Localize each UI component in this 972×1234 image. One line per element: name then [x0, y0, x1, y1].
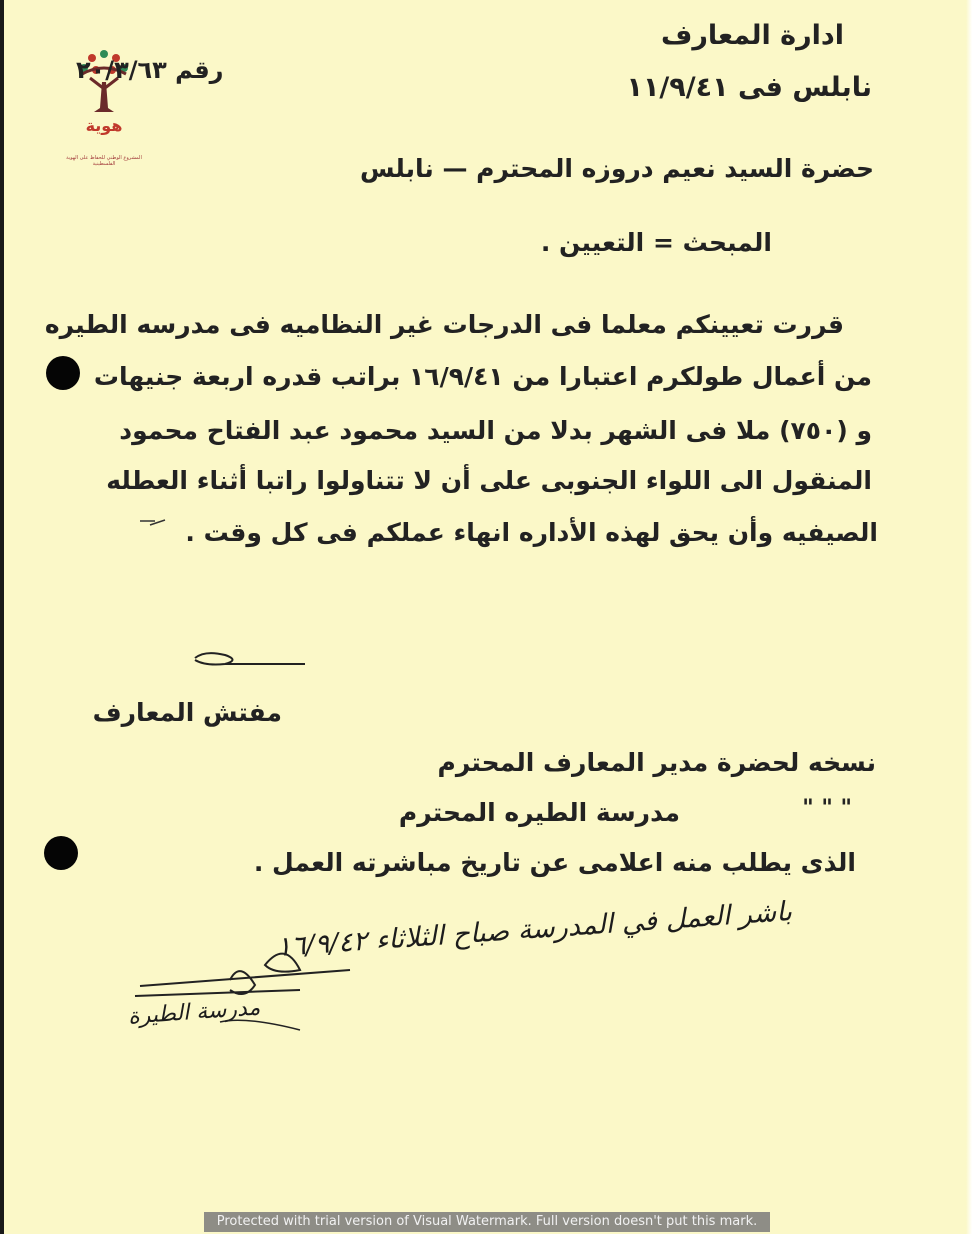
signatory-title: مفتش المعارف [92, 698, 282, 727]
logo-subtitle: المشروع الوطني للحفاظ على الهوية الفلسطينية [66, 155, 142, 167]
watermark-text: Protected with trial version of Visual Watermark. Full version doesn't put this mark. [216, 1214, 758, 1229]
punch-hole-bottom [44, 836, 78, 870]
handwritten-note: باشر العمل في المدرسة صباح الثلاثاء ١٦/٩/٤٢ [275, 896, 793, 963]
body-line-1: قررت تعيينكم معلما فى الدرجات غير النظاميه فى مدرسه الطيره [44, 310, 844, 339]
signature-flourish [265, 954, 300, 972]
body-line-3: و (٧٥٠) ملا فى الشهر بدلا من السيد محمود عبد الفتاح محمود [119, 416, 872, 445]
copy-ditto-marks: " " " [802, 796, 852, 821]
copy-line-2: مدرسة الطيره المحترم [398, 798, 680, 827]
place-date: نابلس فى ١١/٩/٤١ [626, 72, 872, 103]
punch-hole-top [46, 356, 80, 390]
signature-tail [220, 1020, 300, 1030]
signature-underline [135, 970, 350, 996]
reference-number: رقم ٢٠/٣/٦٣ [76, 56, 224, 84]
office-title: ادارة المعارف [660, 20, 844, 51]
inspector-signature-mark [195, 653, 305, 664]
logo-name: هوية [85, 116, 123, 135]
body-line-5: الصيفيه وأن يحق لهذه الأداره انهاء عملكم فى كل وقت . [185, 518, 878, 547]
addressee: حضرة السيد نعيم دروزه المحترم — نابلس [360, 154, 874, 183]
copy-line-3: الذى يطلب منه اعلامى عن تاريخ مباشرته العمل . [253, 848, 856, 877]
subject-line: المبحث = التعيين . [540, 228, 772, 257]
handwritten-school-signature: مدرسة الطيرة [127, 995, 262, 1030]
body-line-2: من أعمال طولكرم اعتبارا من ١٦/٩/٤١ براتب قدره اربعة جنيهات [93, 362, 872, 391]
signature-loop [230, 971, 255, 994]
copy-line-1: نسخه لحضرة مدير المعارف المحترم [437, 748, 876, 777]
body-line-4: المنقول الى اللواء الجنوبى على أن لا تتناولوا راتبا أثناء العطله [106, 466, 872, 495]
scan-noise [140, 520, 165, 525]
